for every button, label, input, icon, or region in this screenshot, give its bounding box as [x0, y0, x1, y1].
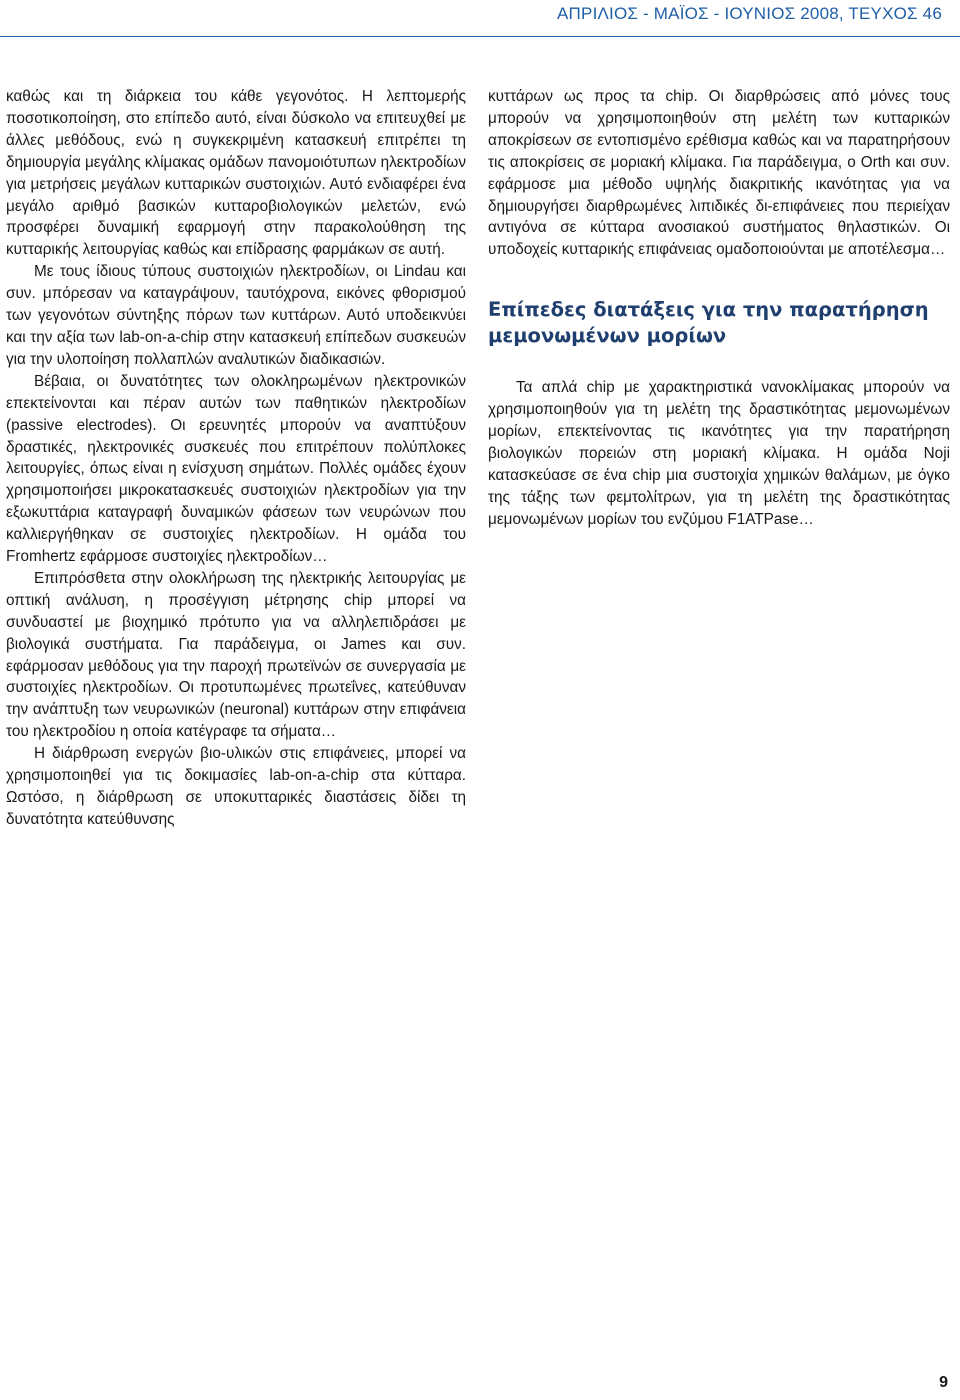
- paragraph: κυττάρων ως προς τα chip. Οι διαρθρώσεις από μόνες τους μπορούν να χρησιμοποιηθούν στη μελέτη των κυτταρικών αποκρίσεων σε εντοπισμένο ερέθισμα καθώς και να παρατηρήσουν τις αποκρίσεις σε μοριακή κλίμακα. Για παράδειγμα, ο Orth και συν. εφάρμοσε μια μέθοδο υψηλής διακριτικής ικανότητας για να δημιουργήσει διαρθρωμένες λιπιδικές δι-επιφάνειες που περιείχαν αντιγόνα σε κύτταρα ανοσιακού συστήματος θηλαστικών. Οι υποδοχείς κυτταρικής επιφάνειας ομαδοποιούνται με αποτέλεσμα…: [488, 88, 950, 259]
- page-number: 9: [939, 1374, 948, 1391]
- paragraph: Βέβαια, οι δυνατότητες των ολοκληρωμένων ηλεκτρονικών επεκτείνονται και πέραν αυτών των παθητικών ηλεκτροδίων (passive electrodes). Οι ερευνητές μπορούν να αναπτύξουν δραστικές, ηλεκτρονικές συσκευές που επιτρέπουν πολύπλοκες λειτουργίες, όπως είναι η ενίσχυση σημάτων. Πολλές ομάδες έχουν χρησιμοποιήσει μικροκατασκευές συστοιχιών ηλεκτροδίων για την εξωκυττάρια καταγραφή δυναμικών φάσεων των νευρώνων που καλλιεργήθηκαν σε συστοιχίες ηλεκτροδίων. Η ομάδα του Fromhertz εφάρμοσε συστοιχίες ηλεκτροδίων…: [6, 372, 466, 566]
- header-rule: [0, 36, 960, 37]
- paragraph: Επιπρόσθετα στην ολοκλήρωση της ηλεκτρικής λειτουργίας με οπτική ανάλυση, η προσέγγιση μέτρησης chip μπορεί να συνδυαστεί με βιοχημικό πρότυπο για να αλληλεπιδράσει με βιολογικά συστήματα. Για παράδειγμα, οι James και συν. εφάρμοσαν μεθόδους για την παροχή πρωτεϊνών σε συνεργασία με συστοιχίες ηλεκτροδίων. Οι προτυπωμένες πρωτεΐνες, κατεύθυναν την ανάπτυξη των νευρωνικών (neuronal) κυττάρων στην επιφάνεια του ηλεκτροδίου η οποία κατέγραφε τα σήματα…: [6, 569, 466, 741]
- right-column: [488, 86, 950, 531]
- paragraph: Τα απλά chip με χαρακτηριστικά νανοκλίμακας μπορούν να χρησιμοποιηθούν για τη μελέτη της δραστικότητας μεμονωμένων μορίων, επεκτείνοντας τις ικανότητες για την παρατήρηση βιολογικών πορειών στη μοριακή κλίμακα. Η ομάδα Noji κατασκεύασε σε ένα chip μια συστοιχία χημικών θαλάμων, με όγκο της τάξης των φεμτολίτρων, για τη μελέτη της δραστικότητας μεμονωμένων μορίων του ενζύμου F1ATPase…: [488, 379, 950, 528]
- left-column: [6, 86, 466, 831]
- running-head: ΑΠΡΙΛΙΟΣ - ΜΑΪΟΣ - ΙΟΥΝΙΟΣ 2008, ΤΕΥΧΟΣ 46: [557, 4, 942, 23]
- paragraph: καθώς και τη διάρκεια του κάθε γεγονότος. Η λεπτομερής ποσοτικοποίηση, στο επίπεδο αυτό, είναι δύσκολο να επιτευχθεί με άλλες μεθόδους, ενώ η συγκεκριμένη κατασκευή επιτρέπει τη δημιουργία μεγάλης κλίμακας ομάδων πανομοιότυπων ηλεκτροδίων για μετρήσεις μεγάλων κυτταρικών συστοιχιών. Αυτό ενδιαφέρει ένα μεγάλο αριθμό βασικών κυτταροβιολογικών μελετών, ενώ προσφέρει δυναμική εφαρμογή στην παρακολούθηση της κυτταρικής λειτουργίας καθώς και επίδρασης φαρμάκων σε αυτή.: [6, 88, 466, 259]
- paragraph: Με τους ίδιους τύπους συστοιχιών ηλεκτροδίων, οι Lindau και συν. μπόρεσαν να καταγράψουν, ταυτόχρονα, εικόνες φθορισμού των γεγονότων σύντηξης πόρων των κυττάρων. Αυτό υποδεικνύει και την αξία των lab-on-a-chip στην κατασκευή επίπεδων συσκευών για την υλοποίηση πολλαπλών αναλυτικών διαδικασιών.: [6, 263, 466, 368]
- section-heading: Επίπεδες διατάξεις για την παρατήρηση μεμονωμένων μορίων: [488, 298, 929, 348]
- paragraph: Η διάρθρωση ενεργών βιο-υλικών στις επιφάνειες, μπορεί να χρησιμοποιηθεί για τις δοκιμασίες lab-on-a-chip στα κύτταρα. Ωστόσο, η διάρθρωση σε υποκυτταρικές διαστάσεις δίδει τη δυνατότητα κατεύθυνσης: [6, 745, 466, 828]
